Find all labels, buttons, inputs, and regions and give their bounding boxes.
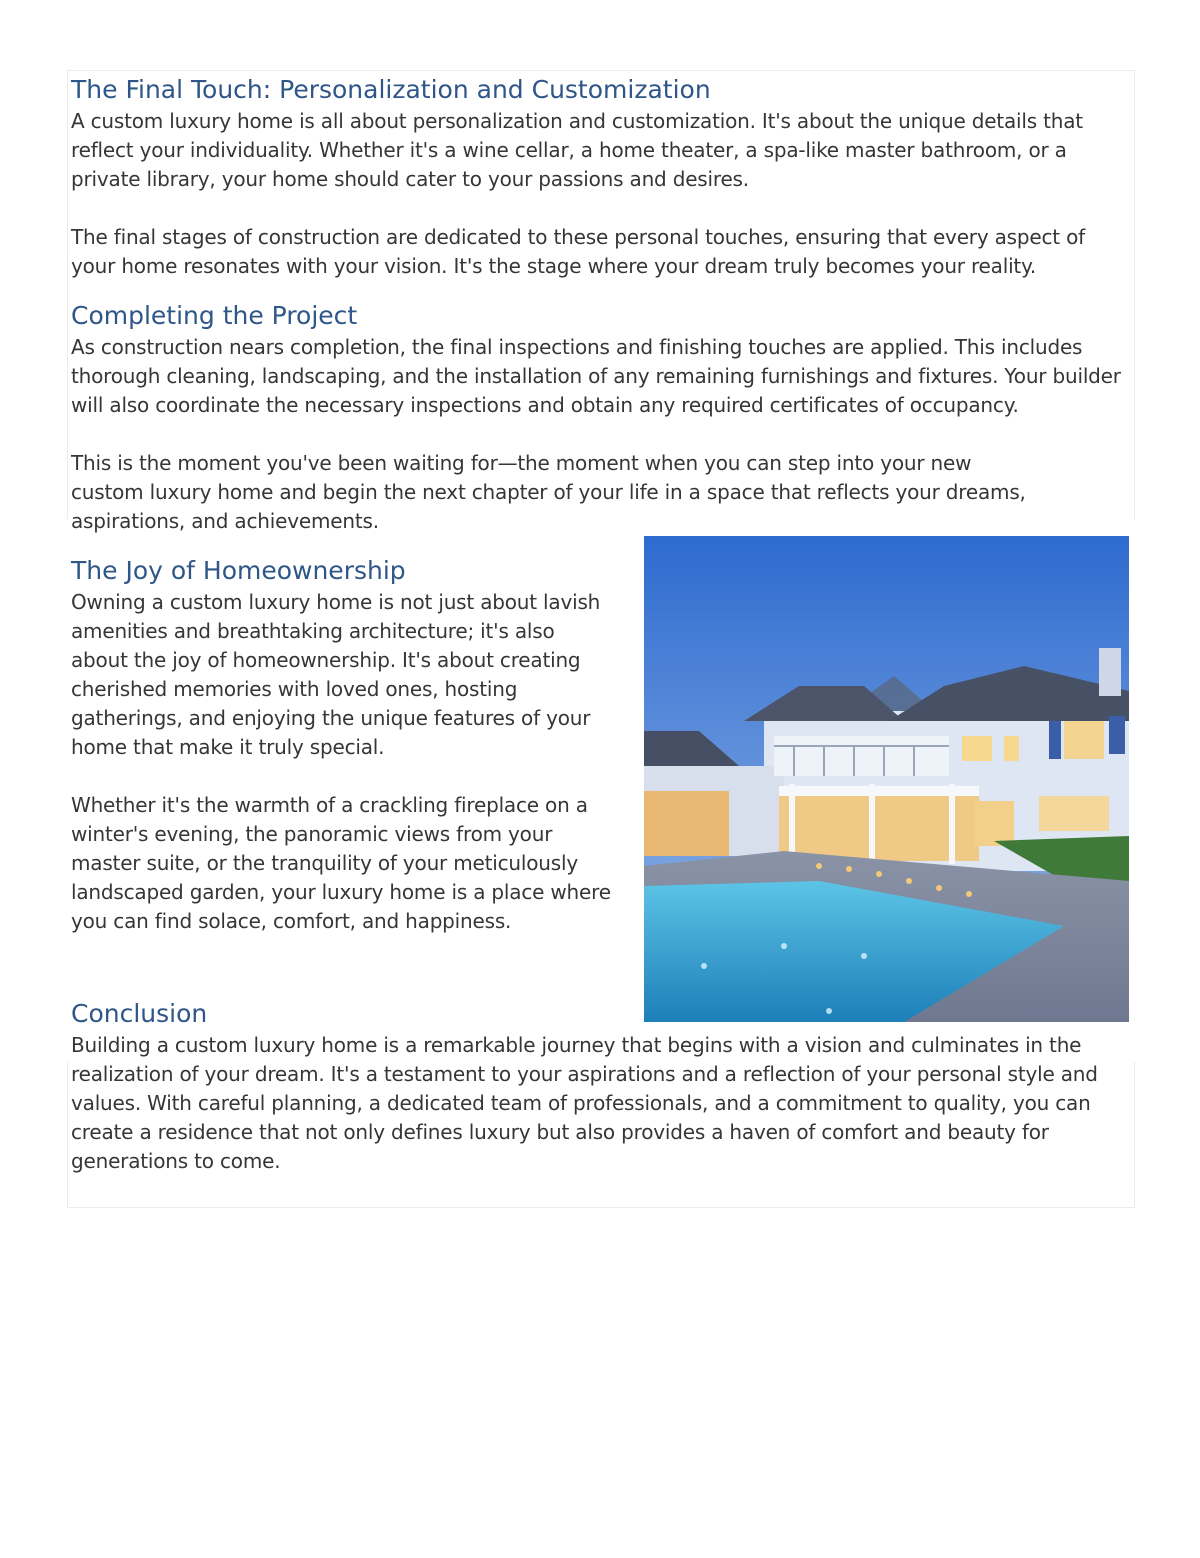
section-paragraph: Whether it's the warmth of a crackling fireplace on a winter's evening, the panoramic views from your master suite, or the tranquility of your meticulously landscaped garden, your luxury home is a place where you can find solace, comfort, and happiness. <box>71 793 611 933</box>
section-paragraph: Building a custom luxury home is a remarkable journey that begins with a vision and culminates in the realization of your dream. It's a testament to your aspirations and a reflection of your personal style and values. With careful planning, a dedicated team of professionals, and a commitment to quality, you can create a residence that not only defines luxury but also provides a haven of comfort and beauty for generations to come. <box>71 1033 1098 1173</box>
section-paragraph: As construction nears completion, the final inspections and finishing touches are applied. This includes thorough cleaning, landscaping, and the installation of any remaining furnishings and fixtures. Your builder will also coordinate the necessary inspections and obtain any required certificates of occupancy. <box>71 335 1121 417</box>
section-joy-of-homeownership <box>71 554 616 936</box>
section-paragraph: Owning a custom luxury home is not just about lavish amenities and breathtaking architecture; it's also about the joy of homeownership. It's about creating cherished memories with loved ones, hosting gatherings, and enjoying the unique features of your home that make it truly special. <box>71 590 601 759</box>
section-paragraph: The final stages of construction are dedicated to these personal touches, ensuring that every aspect of your home resonates with your vision. It's the stage where your dream truly becomes your reality. <box>71 225 1085 278</box>
section-heading: The Joy of Homeownership <box>71 556 406 585</box>
section-paragraph: This is the moment you've been waiting for—the moment when you can step into your new custom luxury home and begin the next chapter of your life in a space that reflects your dreams, aspirations, and achievements. <box>71 451 1026 533</box>
luxury-home-photo <box>644 536 1129 1022</box>
section-conclusion <box>71 997 1131 1176</box>
section-heading: Completing the Project <box>71 301 358 330</box>
section-completing-project <box>71 299 1131 536</box>
section-heading: The Final Touch: Personalization and Customization <box>71 75 711 104</box>
section-heading: Conclusion <box>71 999 208 1028</box>
section-personalization <box>71 73 1131 281</box>
section-paragraph: A custom luxury home is all about personalization and customization. It's about the unique details that reflect your individuality. Whether it's a wine cellar, a home theater, a spa-like master bathroom, or a private library, your home should cater to your passions and desires. <box>71 109 1083 191</box>
